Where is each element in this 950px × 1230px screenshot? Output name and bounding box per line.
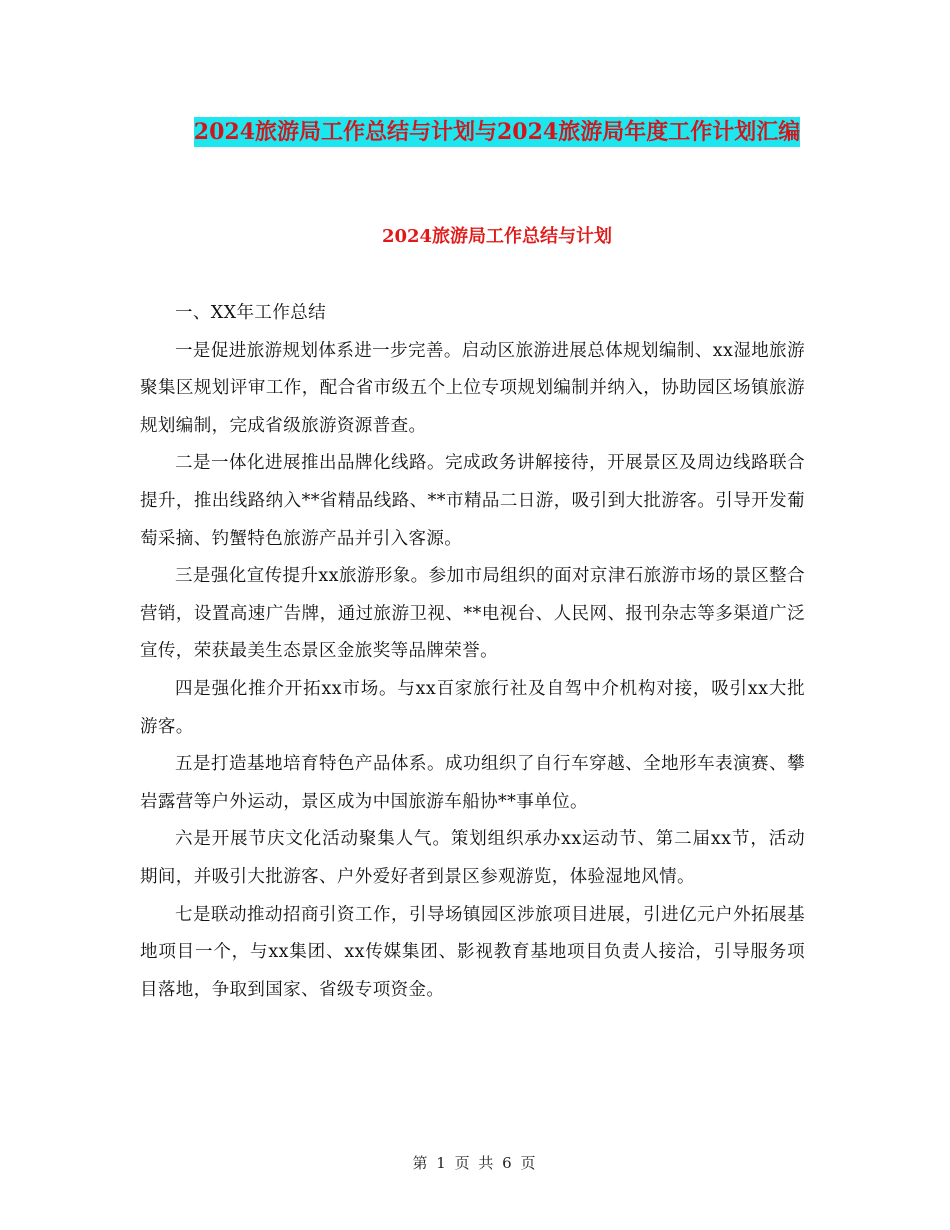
paragraph: 三是强化宣传提升xx旅游形象。参加市局组织的面对京津石旅游市场的景区整合营销，设置高速广告牌，通过旅游卫视、**电视台、人民网、报刊杂志等多渠道广泛宣传，荣获最美生态景区金旅奖等品牌荣誉。 — [140, 566, 805, 662]
paragraph: 五是打造基地培育特色产品体系。成功组织了自行车穿越、全地形车表演赛、攀岩露营等户外运动，景区成为中国旅游车船协**事单位。 — [140, 754, 805, 812]
section-heading: 一、XX年工作总结 — [175, 303, 327, 323]
document-body — [140, 295, 805, 1009]
paragraph: 二是一体化进展推出品牌化线路。完成政务讲解接待，开展景区及周边线路联合提升，推出线路纳入**省精品线路、**市精品二日游，吸引到大批游客。引导开发葡萄采摘、钓蟹特色旅游产品并引入客源。 — [140, 453, 805, 549]
section-title: 2024旅游局工作总结与计划 — [381, 226, 613, 247]
paragraph: 一是促进旅游规划体系进一步完善。启动区旅游进展总体规划编制、xx湿地旅游聚集区规划评审工作，配合省市级五个上位专项规划编制并纳入，协助园区场镇旅游规划编制，完成省级旅游资源普查。 — [140, 340, 805, 436]
paragraph: 四是强化推介开拓xx市场。与xx百家旅行社及自驾中介机构对接，吸引xx大批游客。 — [140, 678, 805, 737]
title-highlight: 2024旅游局工作总结与计划与2024旅游局年度工作计划汇编 — [193, 119, 801, 145]
page-number: 第 1 页 共 6 页 — [412, 1154, 538, 1172]
paragraph: 七是联动推动招商引资工作，引导场镇园区涉旅项目进展，引进亿元户外拓展基地项目一个，与xx集团、xx传媒集团、影视教育基地项目负责人接洽，引导服务项目落地，争取到国家、省级专项资金。 — [140, 904, 805, 1000]
paragraph: 六是开展节庆文化活动聚集人气。策划组织承办xx运动节、第二届xx节，活动期间，并吸引大批游客、户外爱好者到景区参观游览，体验湿地风情。 — [140, 829, 805, 887]
document-title — [140, 110, 854, 154]
